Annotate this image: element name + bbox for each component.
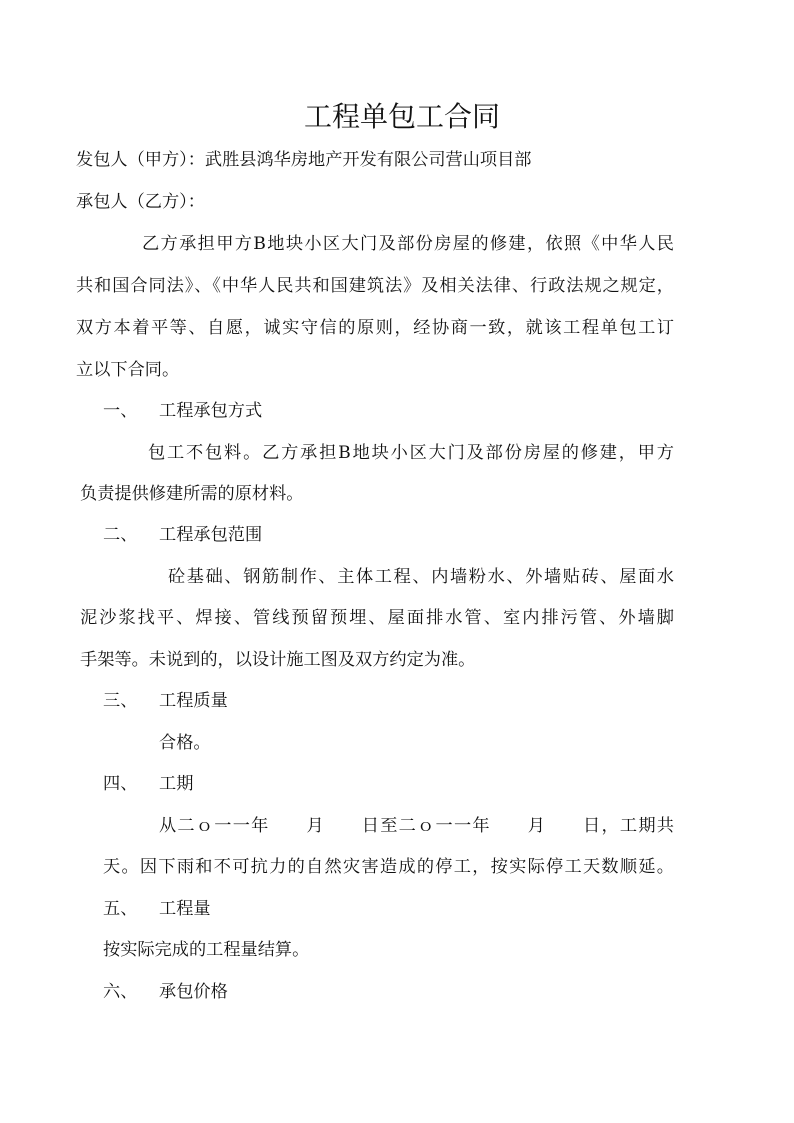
section-2-line-2: 泥沙浆找平、焊接、管线预留预埋、屋面排水管、室内排污管、外墙脚 [80,608,677,628]
section-1-number: 一、 [103,401,138,421]
section-5-number: 五、 [103,899,138,919]
section-2-line-1: 砼基础、钢筋制作、主体工程、内墙粉水、外墙贴砖、屋面水 [168,567,676,587]
intro-line-3: 双方本着平等、自愿，诚实守信的原则，经协商一致，就该工程单包工订 [76,318,676,338]
section-2-number: 二、 [103,525,138,545]
section-1-line-1: 包工不包料。乙方承担B地块小区大门及部份房屋的修建，甲方 [148,443,676,463]
party-a-line: 发包人（甲方）：武胜县鸿华房地产开发有限公司营山项目部 [76,150,532,170]
section-3-line-1: 合格。 [159,733,211,753]
intro-line-1: 乙方承担甲方B地块小区大门及部份房屋的修建，依照《中华人民 [142,234,676,254]
intro-line-4: 立以下合同。 [76,360,180,380]
section-4-heading: 工期 [159,774,194,794]
section-4-line-2: 天。因下雨和不可抗力的自然灾害造成的停工，按实际停工天数顺延。 [103,857,676,877]
intro-line-2: 共和国合同法》、《中华人民共和国建筑法》及相关法律、行政法规之规定， [76,276,675,296]
document-title: 工程单包工合同 [303,100,500,133]
section-5-line-1: 按实际完成的工程量结算。 [103,940,310,960]
section-3-heading: 工程质量 [159,691,228,711]
section-2-line-3: 手架等。未说到的，以设计施工图及双方约定为准。 [80,650,476,670]
section-5-heading: 工程量 [159,899,211,919]
party-b-line: 承包人（乙方）： [76,192,205,212]
section-4-number: 四、 [103,774,138,794]
section-6-number: 六、 [103,982,138,1002]
section-4-line-1: 从二ｏ一一年 月 日至二ｏ一一年 月 日，工期共 [159,816,676,836]
section-1-line-2: 负责提供修建所需的原材料。 [80,484,304,504]
section-6-heading: 承包价格 [159,982,228,1002]
section-3-number: 三、 [103,691,138,711]
section-2-heading: 工程承包范围 [159,525,263,545]
section-1-heading: 工程承包方式 [159,401,263,421]
